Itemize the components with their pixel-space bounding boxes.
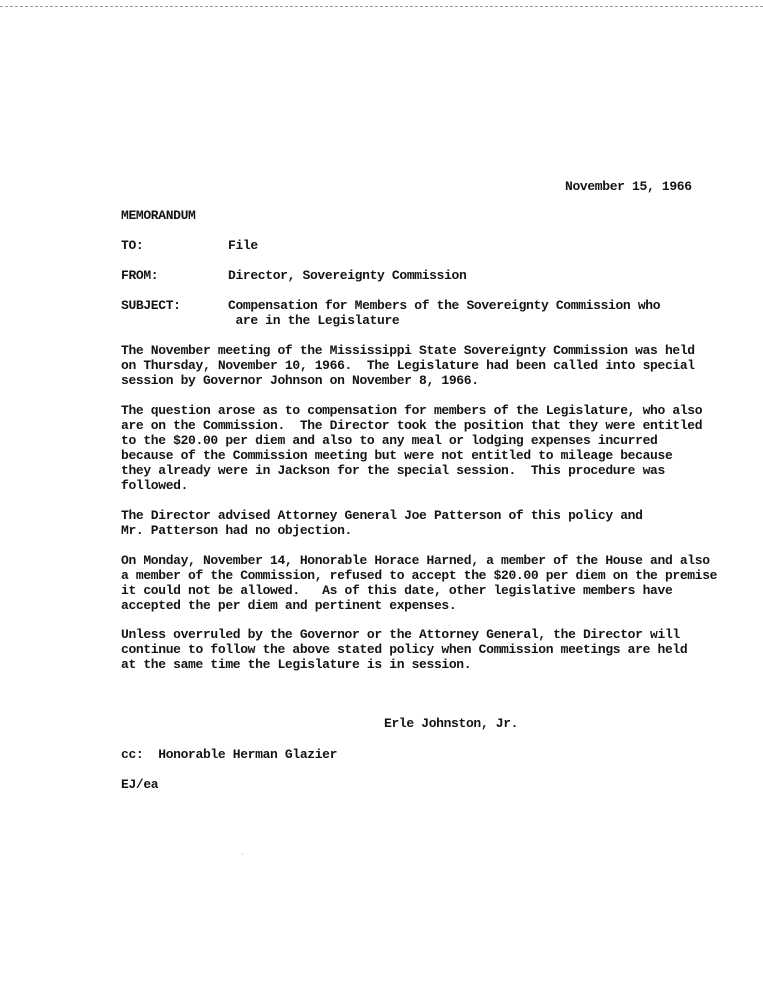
paragraph-1	[121, 343, 695, 388]
paragraph-5	[121, 627, 687, 672]
paragraph-line: The Director advised Attorney General Joe Patterson of this policy and	[121, 508, 643, 523]
from-label: FROM:	[121, 268, 159, 283]
signature: Erle Johnston, Jr.	[384, 716, 519, 731]
memo-date: November 15, 1966	[565, 179, 692, 194]
paragraph-line: they already were in Jackson for the special session. This procedure was	[121, 463, 665, 478]
paragraph-line: a member of the Commission, refused to accept the $20.00 per diem on the premise	[121, 568, 718, 583]
paragraph-line: on Thursday, November 10, 1966. The Legislature had been called into special	[121, 358, 695, 373]
subject-label: SUBJECT:	[121, 298, 181, 313]
paragraph-line: continue to follow the above stated policy when Commission meetings are held	[121, 642, 688, 657]
paragraph-line: The question arose as to compensation for members of the Legislature, who also	[121, 403, 703, 418]
subject-line-2: are in the Legislature	[228, 313, 400, 328]
paragraph-line: followed.	[121, 478, 189, 493]
scan-top-edge	[0, 0, 763, 7]
paragraph-line: it could not be allowed. As of this date, other legislative members have	[121, 583, 673, 598]
scan-speck: ·	[241, 850, 244, 859]
memo-heading: MEMORANDUM	[121, 208, 196, 223]
paragraph-line: to the $20.00 per diem and also to any meal or lodging expenses incurred	[121, 433, 658, 448]
paragraph-line: at the same time the Legislature is in session.	[121, 657, 472, 672]
paragraph-3	[121, 508, 643, 538]
paragraph-4	[121, 553, 717, 613]
paragraph-line: accepted the per diem and pertinent expenses.	[121, 598, 457, 613]
to-value: File	[228, 238, 258, 253]
paragraph-line: are on the Commission. The Director took the position that they were entitled	[121, 418, 703, 433]
paragraph-line: Mr. Patterson had no objection.	[121, 523, 352, 538]
paragraph-line: session by Governor Johnson on November 8, 1966.	[121, 373, 479, 388]
paragraph-line: Unless overruled by the Governor or the Attorney General, the Director will	[121, 627, 680, 642]
subject-line-1: Compensation for Members of the Sovereignty Commission who	[228, 298, 661, 313]
paragraph-line: On Monday, November 14, Honorable Horace Harned, a member of the House and also	[121, 553, 710, 568]
cc-line: cc: Honorable Herman Glazier	[121, 747, 338, 762]
paragraph-2	[121, 403, 702, 493]
paragraph-line: The November meeting of the Mississippi State Sovereignty Commission was held	[121, 343, 695, 358]
to-label: TO:	[121, 238, 144, 253]
paragraph-line: because of the Commission meeting but were not entitled to mileage because	[121, 448, 673, 463]
from-value: Director, Sovereignty Commission	[228, 268, 467, 283]
initials: EJ/ea	[121, 777, 159, 792]
